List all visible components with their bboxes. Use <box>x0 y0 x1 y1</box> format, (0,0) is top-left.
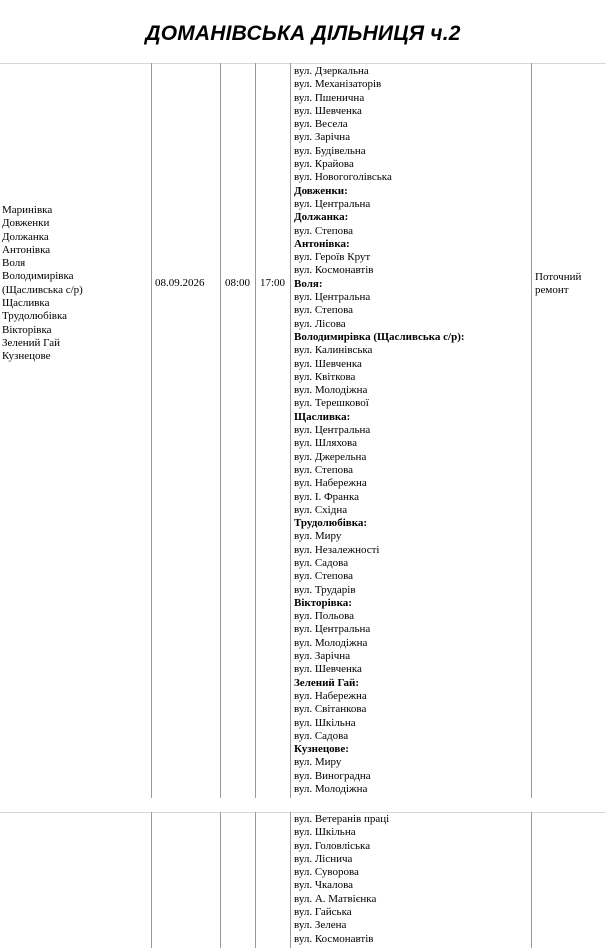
streets-cell <box>294 813 389 946</box>
settlement-item: Должанка <box>2 230 49 243</box>
street-item: вул. Центральна <box>294 291 371 304</box>
street-item: вул. Суворова <box>294 866 359 879</box>
street-item: вул. Шевченка <box>294 357 362 370</box>
street-item: вул. Космонавтів <box>294 264 374 277</box>
street-item: вул. Гайська <box>294 906 352 919</box>
street-item: вул. Набережна <box>294 477 367 490</box>
street-item: вул. Весела <box>294 118 348 131</box>
settlement-item: Кузнецове <box>2 350 51 363</box>
column-divider <box>531 812 532 948</box>
settlement-item: Щасливка <box>2 297 50 310</box>
street-item: вул. Зарічна <box>294 131 351 144</box>
village-heading: Щасливка: <box>294 410 351 423</box>
street-item: вул. А. Матвієнка <box>294 892 377 905</box>
settlement-item: Маринівка <box>2 204 53 216</box>
street-item: вул. Крайова <box>294 158 354 171</box>
street-item: вул. Чкалова <box>294 879 354 892</box>
village-heading: Трудолюбівка: <box>294 517 368 530</box>
street-item: вул. Молодіжна <box>294 384 368 397</box>
reason-line: Поточний <box>535 271 582 283</box>
settlement-item: Воля <box>2 257 26 270</box>
street-item: вул. Новогоголівська <box>294 171 392 184</box>
street-item: вул. Миру <box>294 756 342 769</box>
village-heading: Кузнецове: <box>294 743 349 756</box>
village-heading: Должанка: <box>294 211 349 224</box>
street-item: вул. Світанкова <box>294 703 367 716</box>
street-item: вул. Ветеранів праці <box>294 813 390 825</box>
settlement-item: Зелений Гай <box>2 336 61 349</box>
street-item: вул. Польова <box>294 610 355 623</box>
street-item: вул. Головліська <box>294 839 371 852</box>
street-item: вул. Центральна <box>294 197 371 210</box>
street-item: вул. І. Франка <box>294 490 360 503</box>
reason-line: ремонт <box>535 284 569 297</box>
reason-cell <box>535 271 581 298</box>
street-item: вул. Зарічна <box>294 650 351 663</box>
column-divider <box>290 63 291 798</box>
village-heading: Довженки: <box>294 184 348 197</box>
column-divider <box>531 63 532 798</box>
village-heading: Володимирівка (Щасливська с/р): <box>294 330 465 343</box>
street-item: вул. Центральна <box>294 623 371 636</box>
column-divider <box>151 812 152 948</box>
street-item: вул. Пшенична <box>294 91 365 104</box>
column-divider <box>220 812 221 948</box>
settlement-item: Довженки <box>2 217 50 230</box>
street-item: вул. Степова <box>294 304 354 317</box>
settlement-item: (Щасливська с/р) <box>2 283 83 296</box>
street-item: вул. Джерельна <box>294 450 367 463</box>
page-title: ДОМАНІВСЬКА ДІЛЬНИЦЯ ч.2 <box>145 22 461 45</box>
street-item: вул. Шевченка <box>294 663 362 676</box>
street-item: вул. Будівельна <box>294 144 366 157</box>
settlement-item: Антонівка <box>2 243 51 256</box>
village-heading: Антонівка: <box>294 237 350 250</box>
street-item: вул. Молодіжна <box>294 783 368 796</box>
street-item: вул. Терешкової <box>294 397 369 410</box>
village-heading: Вікторівка: <box>294 596 352 609</box>
settlement-item: Володимирівка <box>2 270 74 283</box>
column-divider <box>290 812 291 948</box>
street-item: вул. Молодіжна <box>294 636 368 649</box>
village-heading: Зелений Гай: <box>294 676 360 689</box>
street-item: вул. Зелена <box>294 919 347 932</box>
settlement-item: Трудолюбівка <box>2 310 68 323</box>
street-item: вул. Ліснича <box>294 852 353 865</box>
street-item: вул. Шляхова <box>294 437 357 450</box>
village-heading: Воля: <box>294 277 323 290</box>
schedule-table-part-1 <box>0 63 606 798</box>
settlement-item: Вікторівка <box>2 323 52 336</box>
column-divider <box>255 63 256 798</box>
date-cell: 08.09.2026 <box>155 277 205 289</box>
street-item: вул. Космонавтів <box>294 932 374 945</box>
settlements-cell <box>2 204 83 364</box>
street-item: вул. Квіткова <box>294 370 356 383</box>
street-item: вул. Шевченка <box>294 104 362 117</box>
street-item: вул. Шкільна <box>294 826 356 839</box>
schedule-table-part-2 <box>0 812 606 948</box>
street-item: вул. Садова <box>294 556 349 569</box>
street-item: вул. Східна <box>294 503 348 516</box>
column-divider <box>151 63 152 798</box>
street-item: вул. Героїв Крут <box>294 251 371 264</box>
column-divider <box>255 812 256 948</box>
street-item: вул. Калинівська <box>294 344 373 357</box>
time-to-cell: 17:00 <box>260 277 286 289</box>
street-item: вул. Механізаторів <box>294 78 382 91</box>
street-item: вул. Степова <box>294 463 354 476</box>
street-item: вул. Миру <box>294 530 342 543</box>
streets-cell <box>294 65 465 796</box>
column-divider <box>220 63 221 798</box>
street-item: вул. Степова <box>294 224 354 237</box>
street-item: вул. Набережна <box>294 689 367 702</box>
street-item: вул. Виноградна <box>294 769 371 782</box>
street-item: вул. Незалежності <box>294 543 380 556</box>
street-item: вул. Дзеркальна <box>294 65 369 77</box>
time-from-cell: 08:00 <box>225 277 251 289</box>
table-top-border <box>0 63 606 64</box>
street-item: вул. Шкільна <box>294 716 356 729</box>
street-item: вул. Степова <box>294 570 354 583</box>
street-item: вул. Трударів <box>294 583 356 596</box>
street-item: вул. Садова <box>294 729 349 742</box>
street-item: вул. Лісова <box>294 317 346 330</box>
street-item: вул. Центральна <box>294 424 371 437</box>
